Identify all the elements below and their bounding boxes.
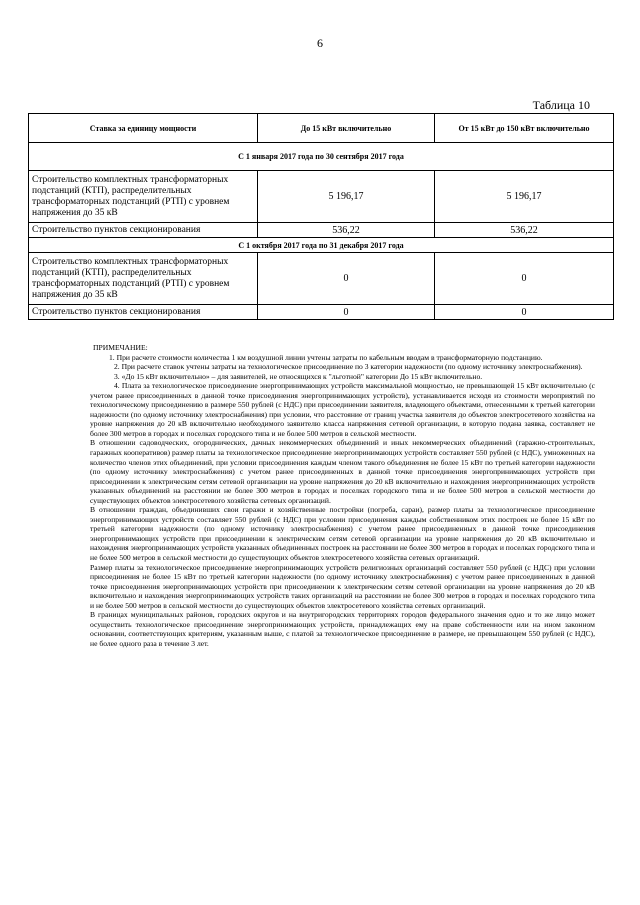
cell-value: 0 — [258, 305, 435, 320]
column-header: Ставка за единицу мощности — [29, 114, 258, 143]
cell-value: 536,22 — [258, 223, 435, 238]
table-caption: Таблица 10 — [532, 98, 590, 112]
table-row — [29, 171, 614, 223]
row-label: Строительство пунктов секционирования — [29, 223, 258, 238]
note-item: 4. Плата за технологическое присоединение энергопринимающих устройств максимальной мощностью, не превышающей 15 кВт включительно (с учетом ранее присоединенных в данной точке присоединения энергопринимающих устройств), устанавливается исходя из стоимости мероприятий по технологическому присоединению в размере 550 рублей (с НДС) при присоединении заявителя, владеющего объектами, отнесенными к третьей категории надежности (по одному источнику электроснабжения) при условии, что расстояние от границ участка заявителя до объектов электросетевого хозяйства на уровне напряжения до 20 кВ включительно необходимого заявителю класса напряжения сетевой организации, в которую подана заявка, составляет не более 300 метров в городах и поселках городского типа и не более 500 метров в сельской местности. — [90, 381, 595, 438]
column-header: От 15 кВт до 150 кВт включительно — [435, 114, 614, 143]
note-item: 2. При расчете ставок учтены затраты на технологическое присоединение по 3 категории надежности (по одному источнику электроснабжения). — [114, 362, 583, 372]
table-row — [29, 223, 614, 238]
row-label: Строительство комплектных трансформаторных подстанций (КТП), распределительных трансформаторных подстанций (РТП) с уровнем напряжения до 35 кВ — [29, 253, 258, 305]
row-label: Строительство комплектных трансформаторных подстанций (КТП), распределительных трансформаторных подстанций (РТП) с уровнем напряжения до 35 кВ — [29, 171, 258, 223]
note-paragraph: Размер платы за технологическое присоединение энергопринимающих устройств религиозных организаций составляет 550 рублей (с НДС) при условии присоединения не более 15 кВт по третьей категории надежности (по одному источнику электроснабжения) с учетом ранее присоединенных в данной точке присоединения энергопринимающих устройств при присоединении к электрическим сетям сетевой организации на уровне напряжения до 20 кВ включительно и нахождения энергопринимающих устройств таких организаций на расстоянии не более 300 метров в городах и поселках городского типа и не более 500 метров в сельской местности до существующих объектов электросетевого хозяйства сетевых организаций. — [90, 562, 595, 610]
notes-title: ПРИМЕЧАНИЕ: — [93, 343, 148, 352]
note-paragraph: В отношении граждан, объединивших свои гаражи и хозяйственные постройки (погреба, сараи), размер платы за технологическое присоединение энергопринимающих устройств составляет 550 рублей (с НДС) при условии присоединения каждым собственником этих построек не более 15 кВт по третьей категории надежности (по одному источнику электроснабжения) с учетом ранее присоединенных в данной точке присоединения энергопринимающих устройств при присоединении к электрическим сетям сетевой организации на уровне напряжения до 20 кВ включительно и нахождения энергопринимающих устройств указанных объединенных построек на расстоянии не более 300 метров в городах и поселках городского типа и не более 500 метров в сельской местности до существующих объектов электросетевого хозяйства сетевых организаций. — [90, 505, 595, 563]
column-header: До 15 кВт включительно — [258, 114, 435, 143]
note-item: 3. «До 15 кВт включительно» – для заявителей, не относящихся к "льготной" категории До 15 кВт включительно. — [114, 371, 483, 381]
row-label: Строительство пунктов секционирования — [29, 305, 258, 320]
cell-value: 0 — [435, 253, 614, 305]
period-label: С 1 октября 2017 года по 31 декабря 2017 года — [29, 238, 614, 253]
notes-block — [90, 343, 595, 649]
cell-value: 536,22 — [435, 223, 614, 238]
note-item: 1. При расчете стоимости количества 1 км воздушной линии учтены затраты по кабельным вводам в трансформаторную подстанцию. — [109, 352, 543, 362]
table-header-row — [29, 114, 614, 143]
period-row — [29, 238, 614, 253]
period-row — [29, 143, 614, 171]
cell-value: 5 196,17 — [435, 171, 614, 223]
table-row — [29, 253, 614, 305]
note-paragraph: В отношении садоводческих, огороднических, дачных некоммерческих объединений и иных некоммерческих объединений (гаражно-строительных, гаражных кооперативов) размер платы за технологическое присоединение энергопринимающих устройств составляет 550 рублей (с НДС), умноженных на количество членов этих объединений, при условии присоединения каждым членом такого объединения не более 15 кВт по третьей категории надежности (по одному источнику электроснабжения) с учетом ранее присоединенных в данной точке присоединения энергопринимающих устройств при присоединении к электрическим сетям сетевой организации на уровне напряжения до 20 кВ включительно и нахождения энергопринимающих устройств указанных объединений на расстоянии не более 300 метров в городах и поселках городского типа и не более 500 метров в сельской местности до существующих объектов электросетевого хозяйства сетевых организаций. — [90, 438, 595, 505]
cell-value: 0 — [258, 253, 435, 305]
note-paragraph: В границах муниципальных районов, городских округов и на внутригородских территориях городов федерального значения одно и то же лицо может осуществить технологическое присоединение энергопринимающих устройств, принадлежащих ему на праве собственности или на ином законном основании, соответствующих критериям, указанным выше, с платой за технологическое присоединение в размере, не превышающем 550 рублей (с НДС), не более одного раза в течение 3 лет. — [90, 610, 595, 648]
period-label: С 1 января 2017 года по 30 сентября 2017 года — [29, 143, 614, 171]
page-number: 6 — [317, 36, 323, 50]
rates-table — [28, 113, 614, 320]
cell-value: 0 — [435, 305, 614, 320]
table-row — [29, 305, 614, 320]
cell-value: 5 196,17 — [258, 171, 435, 223]
